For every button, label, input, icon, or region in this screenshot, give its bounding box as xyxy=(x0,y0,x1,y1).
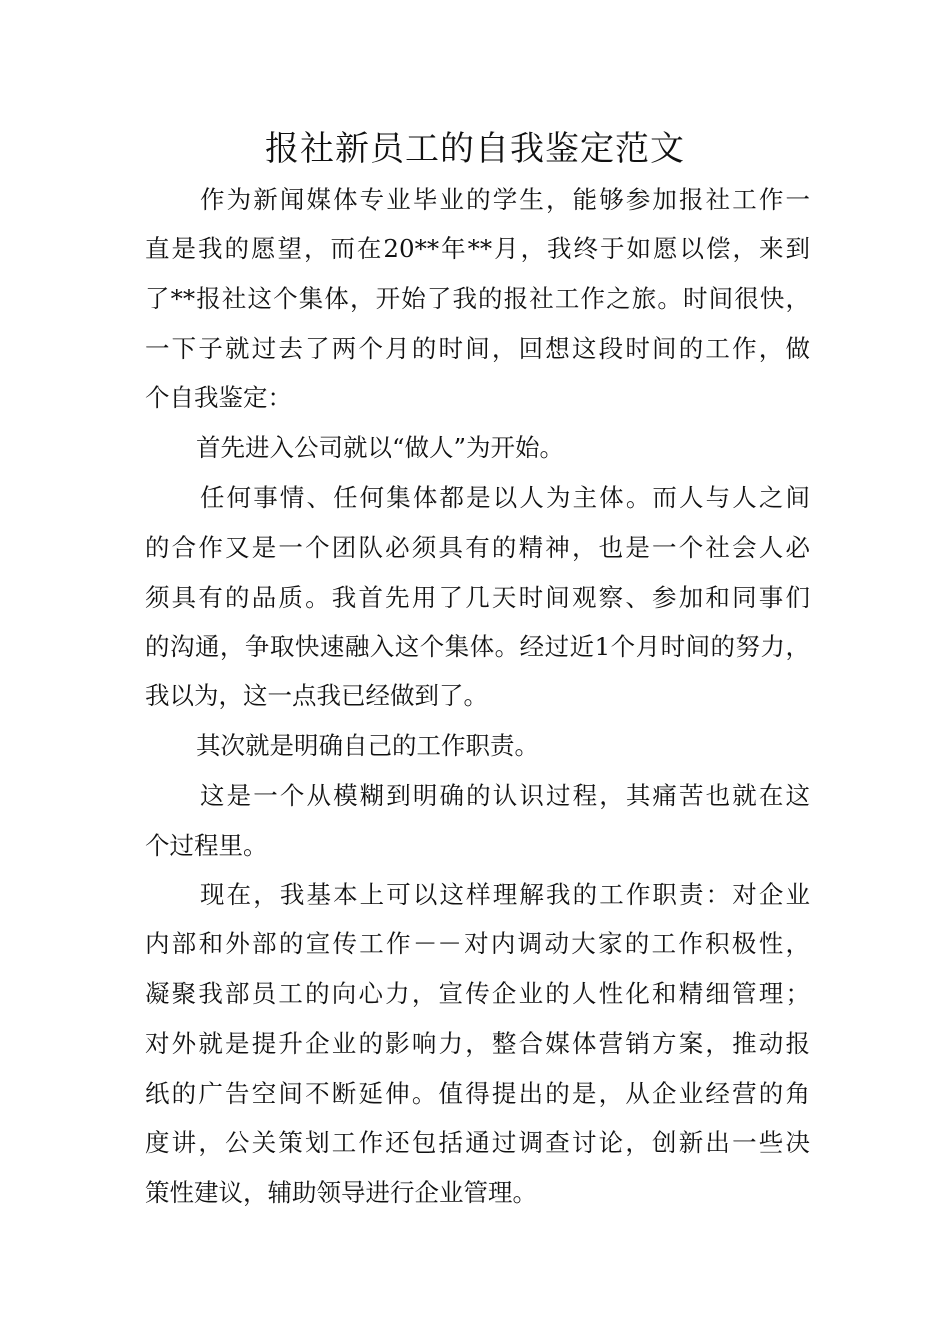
body-line: 我以为，这一点我已经做到了。 xyxy=(145,681,488,710)
body-line: 这是一个从模糊到明确的认识过程，其痛苦也就在这 xyxy=(200,781,810,810)
body-line: 个过程里。 xyxy=(145,831,268,860)
body-line: 内部和外部的宣传工作－－对内调动大家的工作积极性， xyxy=(145,929,810,958)
body-line: 个自我鉴定： xyxy=(145,383,292,412)
body-line: 任何事情、任何集体都是以人为主体。而人与人之间 xyxy=(200,483,810,512)
body-line: 一下子就过去了两个月的时间，回想这段时间的工作，做 xyxy=(145,334,810,363)
body-line: 须具有的品质。我首先用了几天时间观察、参加和同事们 xyxy=(145,583,810,612)
body-line: 凝聚我部员工的向心力，宣传企业的人性化和精细管理； xyxy=(145,979,810,1008)
body-line: 首先进入公司就以“做人”为开始。 xyxy=(196,433,565,462)
body-line: 作为新闻媒体专业毕业的学生，能够参加报社工作一 xyxy=(200,185,810,214)
body-line: 对外就是提升企业的影响力，整合媒体营销方案，推动报 xyxy=(145,1029,810,1058)
body-line: 直是我的愿望，而在20**年**月，我终于如愿以偿，来到 xyxy=(145,234,810,263)
body-line: 了**报社这个集体，开始了我的报社工作之旅。时间很快， xyxy=(145,284,810,313)
body-line: 策性建议，辅助领导进行企业管理。 xyxy=(145,1178,537,1207)
document-title: 报社新员工的自我鉴定范文 xyxy=(265,129,685,169)
body-line: 的合作又是一个团队必须具有的精神，也是一个社会人必 xyxy=(145,533,810,562)
body-line: 的沟通，争取快速融入这个集体。经过近1个月时间的努力， xyxy=(145,632,810,661)
body-line: 其次就是明确自己的工作职责。 xyxy=(196,731,539,760)
body-line: 现在，我基本上可以这样理解我的工作职责：对企业 xyxy=(200,880,810,909)
body-line: 度讲，公关策划工作还包括通过调查讨论，创新出一些决 xyxy=(145,1128,810,1157)
body-line: 纸的广告空间不断延伸。值得提出的是，从企业经营的角 xyxy=(145,1079,810,1108)
